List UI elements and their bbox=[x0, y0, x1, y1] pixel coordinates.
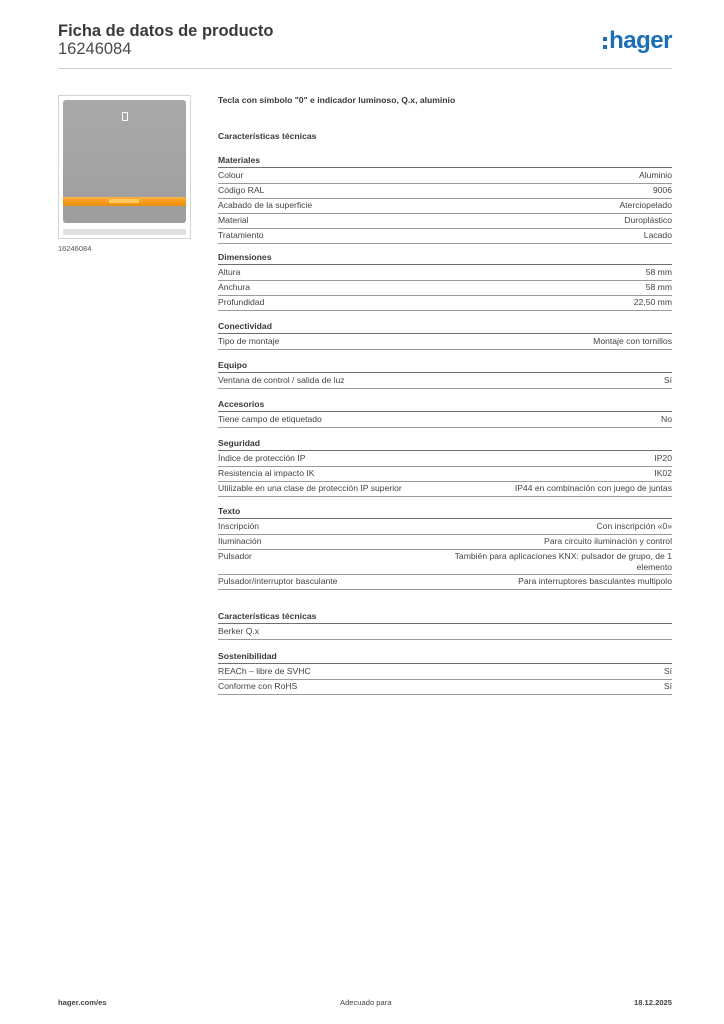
section-heading: Dimensiones bbox=[218, 252, 672, 265]
logo-dots-icon bbox=[603, 33, 608, 50]
spec-row bbox=[218, 413, 672, 428]
spec-row bbox=[218, 467, 672, 482]
spec-key: Utilizable en una clase de protección IP superior bbox=[218, 483, 402, 493]
section-heading: Equipo bbox=[218, 360, 672, 373]
footer-date: 18.12.2025 bbox=[633, 998, 672, 1007]
section-heading: Sostenibilidad bbox=[218, 651, 672, 664]
section-heading: Materiales bbox=[218, 155, 672, 168]
spec-value bbox=[634, 297, 672, 308]
document-title: Ficha de datos de producto bbox=[58, 22, 274, 40]
spec-value-line: Para circuito iluminación y control bbox=[543, 536, 672, 546]
indicator-light-highlight bbox=[109, 199, 139, 203]
spec-row bbox=[218, 680, 672, 695]
spec-value-line: IP20 bbox=[654, 453, 672, 463]
spec-row bbox=[218, 520, 672, 535]
spec-value bbox=[644, 230, 672, 241]
spec-value bbox=[661, 414, 672, 425]
image-caption: 16246084 bbox=[58, 244, 92, 253]
spec-value bbox=[653, 185, 672, 196]
spec-value-line: No bbox=[661, 414, 672, 424]
spec-value: Sí bbox=[663, 681, 672, 691]
spec-row bbox=[218, 625, 672, 640]
spec-value-line: IP44 en combinación con juego de juntas bbox=[514, 483, 672, 493]
spec-value-line: 22,50 mm bbox=[633, 297, 672, 307]
spec-value bbox=[544, 536, 672, 547]
section-heading: Conectividad bbox=[218, 321, 672, 334]
spec-row bbox=[218, 229, 672, 244]
spec-key: REACh – libre de SVHC bbox=[218, 666, 311, 676]
spec-key: Conforme con RoHS bbox=[218, 681, 298, 691]
spec-key: Berker Q.x bbox=[218, 626, 260, 636]
spec-key: Pulsador bbox=[218, 551, 252, 561]
spec-value-line: Montaje con tornillos bbox=[593, 336, 672, 346]
spec-key: Colour bbox=[218, 170, 244, 180]
spec-row bbox=[218, 575, 672, 590]
spec-key: Material bbox=[218, 215, 249, 225]
spec-value-line: También para aplicaciones KNX: pulsador de grupo, de 1 bbox=[454, 551, 672, 561]
spec-value-line: 58 mm bbox=[645, 267, 672, 277]
section-heading: Accesorios bbox=[218, 399, 672, 412]
spec-key: Profundidad bbox=[218, 297, 265, 307]
product-number: 16246084 bbox=[58, 40, 132, 58]
spec-value bbox=[515, 483, 672, 494]
spec-value-line: elemento bbox=[636, 562, 672, 572]
spec-value bbox=[664, 375, 672, 386]
rocker-base bbox=[63, 229, 186, 235]
spec-value-line: Con inscripción «0» bbox=[596, 521, 672, 531]
spec-value bbox=[593, 336, 672, 347]
spec-row bbox=[218, 169, 672, 184]
spec-value bbox=[455, 551, 672, 573]
spec-value-line: Para interruptores basculantes multipolo bbox=[518, 576, 672, 586]
spec-value-line: Sí bbox=[663, 375, 672, 385]
spec-value bbox=[619, 200, 672, 211]
spec-key: Código RAL bbox=[218, 185, 265, 195]
spec-key: Pulsador/interruptor basculante bbox=[218, 576, 338, 586]
section-heading: Seguridad bbox=[218, 438, 672, 451]
product-image bbox=[58, 95, 191, 239]
spec-value-line: Duroplástico bbox=[624, 215, 672, 225]
spec-value bbox=[646, 282, 672, 293]
hager-logo bbox=[603, 26, 672, 56]
spec-row bbox=[218, 550, 672, 575]
spec-key: Ventana de control / salida de luz bbox=[218, 375, 345, 385]
spec-key: Tratamiento bbox=[218, 230, 264, 240]
spec-value: Sí bbox=[663, 666, 672, 676]
spec-row bbox=[218, 199, 672, 214]
footer-website: hager.com/es bbox=[58, 998, 107, 1007]
spec-key: Acabado de la superficie bbox=[218, 200, 313, 210]
spec-row bbox=[218, 374, 672, 389]
spec-value-line: 58 mm bbox=[645, 282, 672, 292]
spec-key: Altura bbox=[218, 267, 241, 277]
spec-value bbox=[654, 453, 672, 464]
zero-symbol-icon bbox=[122, 112, 128, 121]
spec-key: Inscripción bbox=[218, 521, 260, 531]
spec-row bbox=[218, 535, 672, 550]
spec-value bbox=[597, 521, 672, 532]
spec-key: Iluminación bbox=[218, 536, 262, 546]
tech-heading: Características técnicas bbox=[218, 131, 317, 141]
spec-value-line: IK02 bbox=[654, 468, 672, 478]
spec-row bbox=[218, 281, 672, 296]
tech-heading-2: Características técnicas bbox=[218, 611, 672, 624]
spec-value bbox=[624, 215, 672, 226]
spec-row bbox=[218, 665, 672, 680]
rocker-plate bbox=[63, 100, 186, 223]
section-heading: Texto bbox=[218, 506, 672, 519]
spec-row bbox=[218, 452, 672, 467]
product-description: Tecla con símbolo "0" e indicador luminoso, Q.x, aluminio bbox=[218, 95, 456, 105]
spec-key: Tipo de montaje bbox=[218, 336, 280, 346]
spec-row bbox=[218, 214, 672, 229]
spec-value bbox=[654, 468, 672, 479]
spec-row bbox=[218, 266, 672, 281]
spec-value-line: Aluminio bbox=[639, 170, 672, 180]
spec-value-line: Lacado bbox=[643, 230, 672, 240]
spec-value bbox=[518, 576, 672, 587]
spec-key: Tiene campo de etiquetado bbox=[218, 414, 322, 424]
spec-row bbox=[218, 296, 672, 311]
spec-value-line: 9006 bbox=[652, 185, 672, 195]
spec-value bbox=[646, 267, 672, 278]
spec-value bbox=[639, 170, 672, 181]
footer-suitable: Adecuado para bbox=[340, 998, 392, 1007]
spec-key: Índice de protección IP bbox=[218, 453, 306, 463]
spec-row bbox=[218, 184, 672, 199]
page-header bbox=[58, 22, 672, 69]
page-footer bbox=[58, 998, 672, 1010]
spec-key: Resistencia al impacto IK bbox=[218, 468, 315, 478]
spec-row bbox=[218, 335, 672, 350]
spec-row bbox=[218, 482, 672, 497]
spec-value-line: Aterciopelado bbox=[619, 200, 672, 210]
logo-text: hager bbox=[609, 27, 672, 54]
spec-key: Anchura bbox=[218, 282, 251, 292]
